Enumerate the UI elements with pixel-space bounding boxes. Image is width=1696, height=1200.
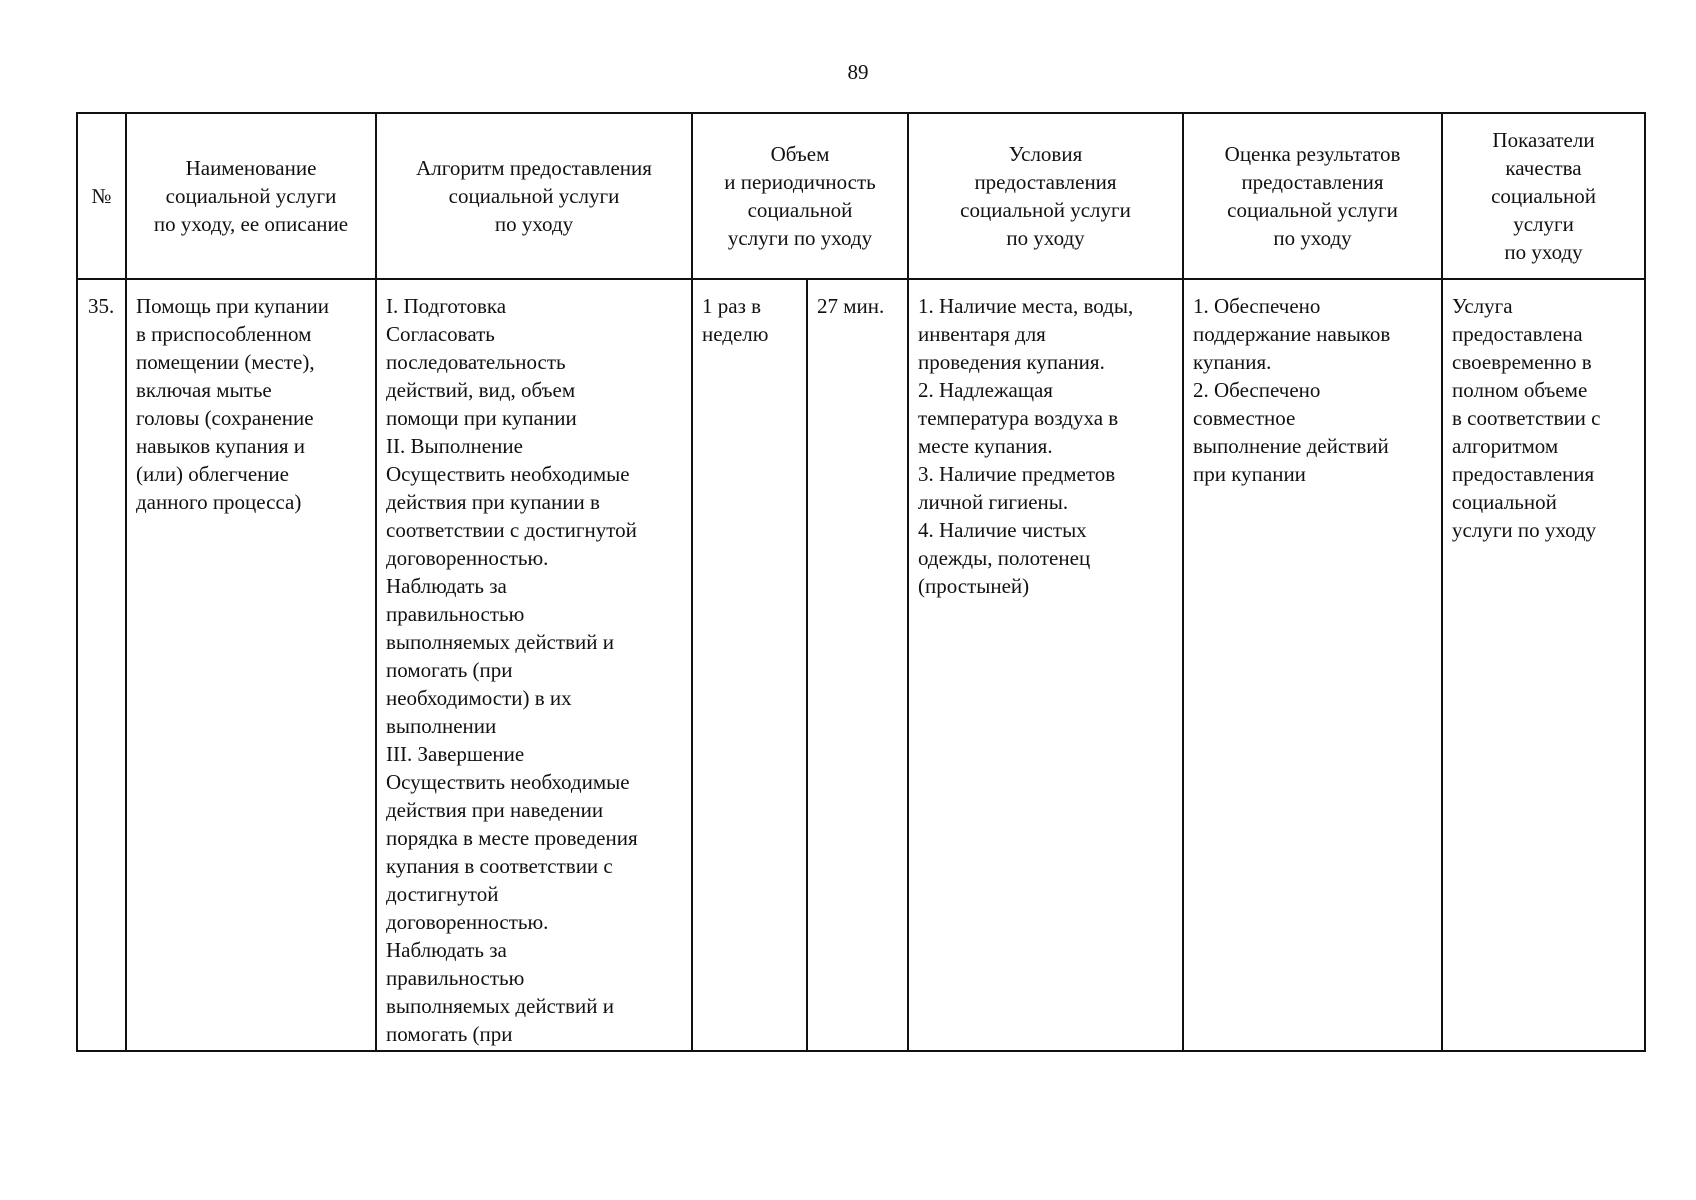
table-row: [77, 279, 1645, 1051]
cell-evaluation: 1. Обеспечено поддержание навыков купания. 2. Обеспечено совместное выполнение действий при купании: [1183, 279, 1442, 1051]
cell-quality: Услуга предоставлена своевременно в полном объеме в соответствии с алгоритмом предоставления социальной услуги по уходу: [1442, 279, 1645, 1051]
table-header-row: [77, 113, 1645, 279]
header-quality: Показатели качества социальной услуги по уходу: [1442, 113, 1645, 279]
header-volume: Объем и периодичность социальной услуги по уходу: [692, 113, 908, 279]
services-table: [76, 112, 1646, 1052]
header-name: Наименование социальной услуги по уходу, ее описание: [126, 113, 376, 279]
page-number: 89: [847, 60, 869, 84]
cell-conditions: 1. Наличие места, воды, инвентаря для проведения купания. 2. Надлежащая температура воздуха в месте купания. 3. Наличие предметов личной гигиены. 4. Наличие чистых одежды, полотенец (простыней): [908, 279, 1183, 1051]
header-algorithm: Алгоритм предоставления социальной услуги по уходу: [376, 113, 692, 279]
cell-num: 35.: [77, 279, 126, 1051]
cell-algorithm: I. Подготовка Согласовать последовательность действий, вид, объем помощи при купании II. Выполнение Осуществить необходимые действия при купании в соответствии с достигнутой договоренностью. Наблюдать за правильностью выполняемых действий и помогать (при необходимости) в их выполнении III. Завершение Осуществить необходимые действия при наведении порядка в месте проведения купания в соответствии с достигнутой договоренностью. Наблюдать за правильностью выполняемых действий и помогать (при: [376, 279, 692, 1051]
cell-duration: 27 мин.: [807, 279, 908, 1051]
header-conditions: Условия предоставления социальной услуги по уходу: [908, 113, 1183, 279]
cell-frequency: 1 раз в неделю: [692, 279, 807, 1051]
header-evaluation: Оценка результатов предоставления социальной услуги по уходу: [1183, 113, 1442, 279]
cell-name: Помощь при купании в приспособленном помещении (месте), включая мытье головы (сохранение навыков купания и (или) облегчение данного процесса): [126, 279, 376, 1051]
header-num: №: [77, 113, 126, 279]
